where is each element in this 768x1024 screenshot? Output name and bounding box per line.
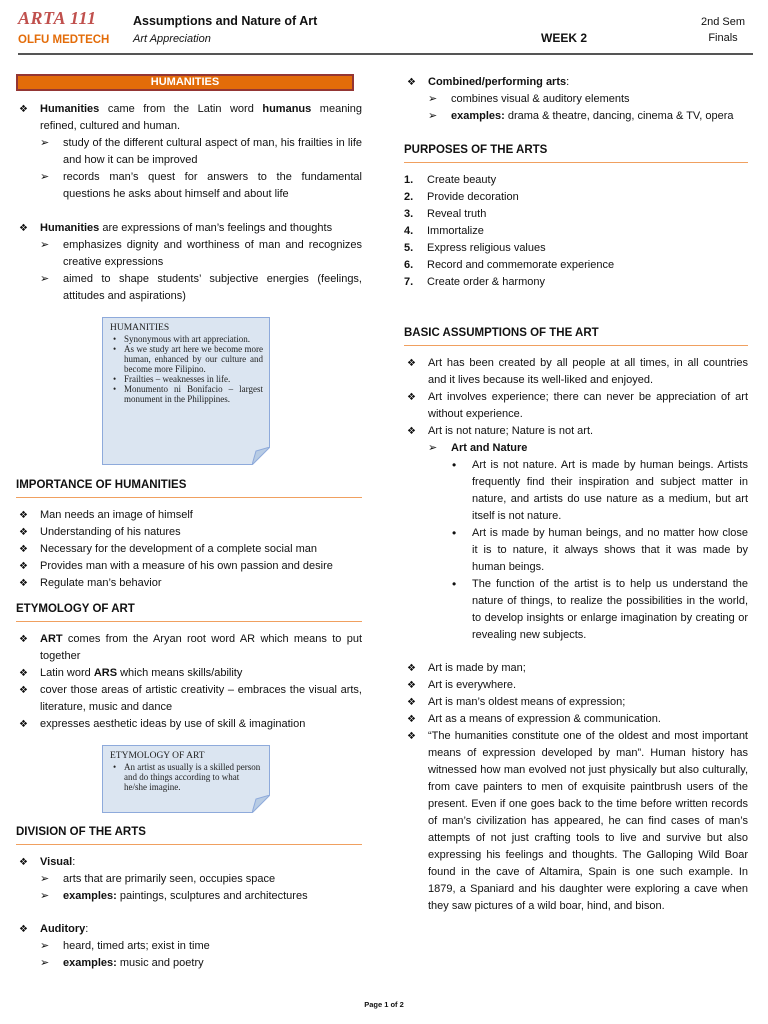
section-heading-division: DIVISION OF THE ARTS: [16, 824, 362, 845]
list-item: ❖ Art has been created by all people at all times, in all countries and it lives because its well-liked and enjoyed.: [404, 355, 748, 389]
item-text: Create beauty: [427, 174, 497, 186]
term-art-and-nature: Art and Nature: [451, 442, 528, 454]
header-divider: [18, 53, 753, 55]
bullet-item: • Art is made by human beings, and no matter how close it is to nature, it always shows that it was made by human beings.: [404, 525, 748, 576]
numbered-item: [404, 189, 748, 206]
bullet-list: [404, 457, 748, 644]
text-span: Latin word: [40, 667, 94, 679]
note-heading: ETYMOLOGY OF ART: [110, 751, 205, 761]
sub-item: ➢ aimed to shape students’ subjective energies (feelings, attitudes and aspirations): [16, 271, 362, 305]
list-item: ❖ Man needs an image of himself: [16, 507, 362, 524]
term-visual: Visual: [40, 856, 73, 868]
note-list: [110, 334, 263, 404]
page-header: [18, 10, 753, 50]
sub-item: [16, 888, 362, 905]
list-item: ❖ Provides man with a measure of his own passion and desire: [16, 558, 362, 575]
list-item: ❖ Art as a means of expression & communication.: [404, 711, 748, 728]
list-item: ❖ Art involves experience; there can never be appreciation of art without experience.: [404, 389, 748, 423]
text-span: music and poetry: [116, 957, 204, 969]
list-item: [16, 665, 362, 682]
week-label: WEEK 2: [541, 31, 588, 45]
list-item: [16, 854, 362, 905]
item-number: 3.: [404, 208, 414, 220]
item-number: 4.: [404, 225, 414, 237]
list-item: [404, 423, 748, 644]
division-list: [16, 854, 362, 972]
numbered-item: [404, 240, 748, 257]
list-item: [404, 74, 748, 125]
item-number: 6.: [404, 259, 414, 271]
section-heading-assumptions: BASIC ASSUMPTIONS OF THE ART: [404, 325, 748, 346]
text-span: :: [566, 76, 570, 88]
page-curl-icon: [252, 447, 270, 465]
item-number: 1.: [404, 174, 414, 186]
numbered-item: [404, 257, 748, 274]
semester-label: 2nd Sem: [700, 16, 746, 28]
examples-label: examples:: [63, 957, 117, 969]
list-item: ❖ Art is made by man;: [404, 660, 748, 677]
sub-item: ➢ arts that are primarily seen, occupies space: [16, 871, 362, 888]
examples-label: examples:: [451, 110, 505, 122]
text-span: which means skills/ability: [117, 667, 243, 679]
list-item: ❖ Regulate man’s behavior: [16, 575, 362, 592]
item-text: Record and commemorate experience: [427, 259, 615, 271]
etymology-note-card: [102, 745, 270, 813]
numbered-item: [404, 172, 748, 189]
text-span: drama & theatre, dancing, cinema & TV, opera: [504, 110, 734, 122]
item-number: 7.: [404, 276, 414, 288]
text-span: Art is not nature; Nature is not art.: [428, 425, 594, 437]
right-column: [404, 74, 748, 915]
bullet-item: • Art is not nature. Art is made by human beings. Artists frequently find their inspiration and subject matter in nature, and artists do use nature as a medium, but art itself is not nature.: [404, 457, 748, 525]
subject-name: Art Appreciation: [133, 33, 211, 45]
item-text: Provide decoration: [427, 191, 519, 203]
note-list: [110, 762, 263, 792]
bullet-item: • The function of the artist is to help us understand the nature of things, to realize the possibilities in the world, to develop insights or enlarge imagination by creating or revealing new subjects.: [404, 576, 748, 644]
section-heading-etymology: ETYMOLOGY OF ART: [16, 601, 362, 622]
sub-item: ➢ combines visual & auditory elements: [404, 91, 748, 108]
humanities-banner: HUMANITIES: [16, 74, 354, 91]
note-item: • Monumento ni Bonifacio – largest monument in the Philippines.: [110, 384, 263, 404]
examples-label: examples:: [63, 890, 117, 902]
left-column: [16, 74, 362, 972]
etymology-list: [16, 631, 362, 733]
list-item: ❖ cover those areas of artistic creativity – embraces the visual arts, literature, music and dance: [16, 682, 362, 716]
text-span: are expressions of man’s feelings and thoughts: [99, 222, 333, 234]
list-item: [16, 220, 362, 305]
note-item: • Synonymous with art appreciation.: [110, 334, 263, 344]
art-facts-list: [404, 660, 748, 915]
assumptions-list: [404, 355, 748, 644]
importance-list: [16, 507, 362, 592]
sub-list: [16, 871, 362, 905]
term-auditory: Auditory: [40, 923, 86, 935]
list-item: [16, 101, 362, 203]
sub-list: [16, 237, 362, 305]
term-art: ART: [40, 633, 63, 645]
item-number: 5.: [404, 242, 414, 254]
sub-item: ➢ records man’s quest for answers to the fundamental questions he asks about himself and about life: [16, 169, 362, 203]
page-curl-icon: [252, 795, 270, 813]
humanities-list: [16, 101, 362, 305]
list-item: ❖ Necessary for the development of a complete social man: [16, 541, 362, 558]
note-heading: HUMANITIES: [110, 323, 170, 333]
sub-list: [16, 135, 362, 203]
text-span: :: [72, 856, 76, 868]
text-span: :: [85, 923, 89, 935]
note-item: • As we study art here we become more human, enhanced by our culture and become more Filipino.: [110, 344, 263, 374]
item-text: Express religious values: [427, 242, 546, 254]
text-span: meaning refined, cultured and human.: [40, 103, 362, 132]
term-humanus: humanus: [262, 103, 312, 115]
term-humanities: Humanities: [40, 222, 100, 234]
list-item: ❖ Art is man’s oldest means of expression;: [404, 694, 748, 711]
sub-item: ➢ emphasizes dignity and worthiness of man and recognizes creative expressions: [16, 237, 362, 271]
sub-item: [404, 108, 748, 125]
list-item: [16, 921, 362, 972]
numbered-item: [404, 206, 748, 223]
sub-list: [16, 938, 362, 972]
numbered-item: [404, 274, 748, 291]
text-span: came from the Latin word: [99, 103, 263, 115]
semester-block: [693, 14, 753, 46]
sub-item: ➢ study of the different cultural aspect of man, his frailties in life and how it can be improved: [16, 135, 362, 169]
numbered-item: [404, 223, 748, 240]
term-label: Finals: [708, 32, 738, 44]
list-item: ❖ expresses aesthetic ideas by use of skill & imagination: [16, 716, 362, 733]
list-item: ❖ Art is everywhere.: [404, 677, 748, 694]
list-item: ❖ Understanding of his natures: [16, 524, 362, 541]
sub-item: ➢ heard, timed arts; exist in time: [16, 938, 362, 955]
section-heading-importance: IMPORTANCE OF HUMANITIES: [16, 477, 362, 498]
sub-item: [16, 955, 362, 972]
text-span: paintings, sculptures and architectures: [116, 890, 308, 902]
sub-list: [404, 440, 748, 644]
term-ars: ARS: [93, 667, 118, 679]
combined-arts-list: [404, 74, 748, 125]
term-humanities: Humanities: [40, 103, 100, 115]
page-footer: Page 1 of 2: [364, 1000, 404, 1009]
item-text: Reveal truth: [427, 208, 487, 220]
list-item: [16, 631, 362, 665]
item-text: Create order & harmony: [427, 276, 545, 288]
note-item: • An artist as usually is a skilled person and do things according to what he/she imagine.: [110, 762, 263, 792]
school-name: OLFU MEDTECH: [18, 34, 110, 46]
note-item: • Frailties – weaknesses in life.: [110, 374, 263, 384]
term-combined-arts: Combined/performing arts: [428, 76, 567, 88]
section-heading-purposes: PURPOSES OF THE ARTS: [404, 142, 748, 163]
item-number: 2.: [404, 191, 414, 203]
sub-list: [404, 91, 748, 125]
item-text: Immortalize: [427, 225, 484, 237]
text-span: comes from the Aryan root word AR which means to put together: [40, 633, 362, 662]
list-item: ❖ “The humanities constitute one of the oldest and most important means of expression developed by man”. Human history has witnessed how man evolved not just physically but also culturally, from cave painters to men of exquisite paintbrush users of the present. Even if one goes back to the time before written records of man’s civilization has appeared, he can find cases of man’s attempts of not just crafting tools to live and survive but also expressing his feelings and thoughts. The Galloping Wild Boar found in the cave of Altamira, Spain is one such example. In 1879, a Spaniard and his daughter were exploring a cave when they saw pictures of a wild boar, hind, and bison.: [404, 728, 748, 915]
document-title: Assumptions and Nature of Art: [133, 14, 318, 28]
course-code: ARTA 111: [18, 8, 97, 28]
purposes-list: [404, 172, 748, 291]
humanities-note-card: [102, 317, 270, 465]
sub-item: [404, 440, 748, 644]
